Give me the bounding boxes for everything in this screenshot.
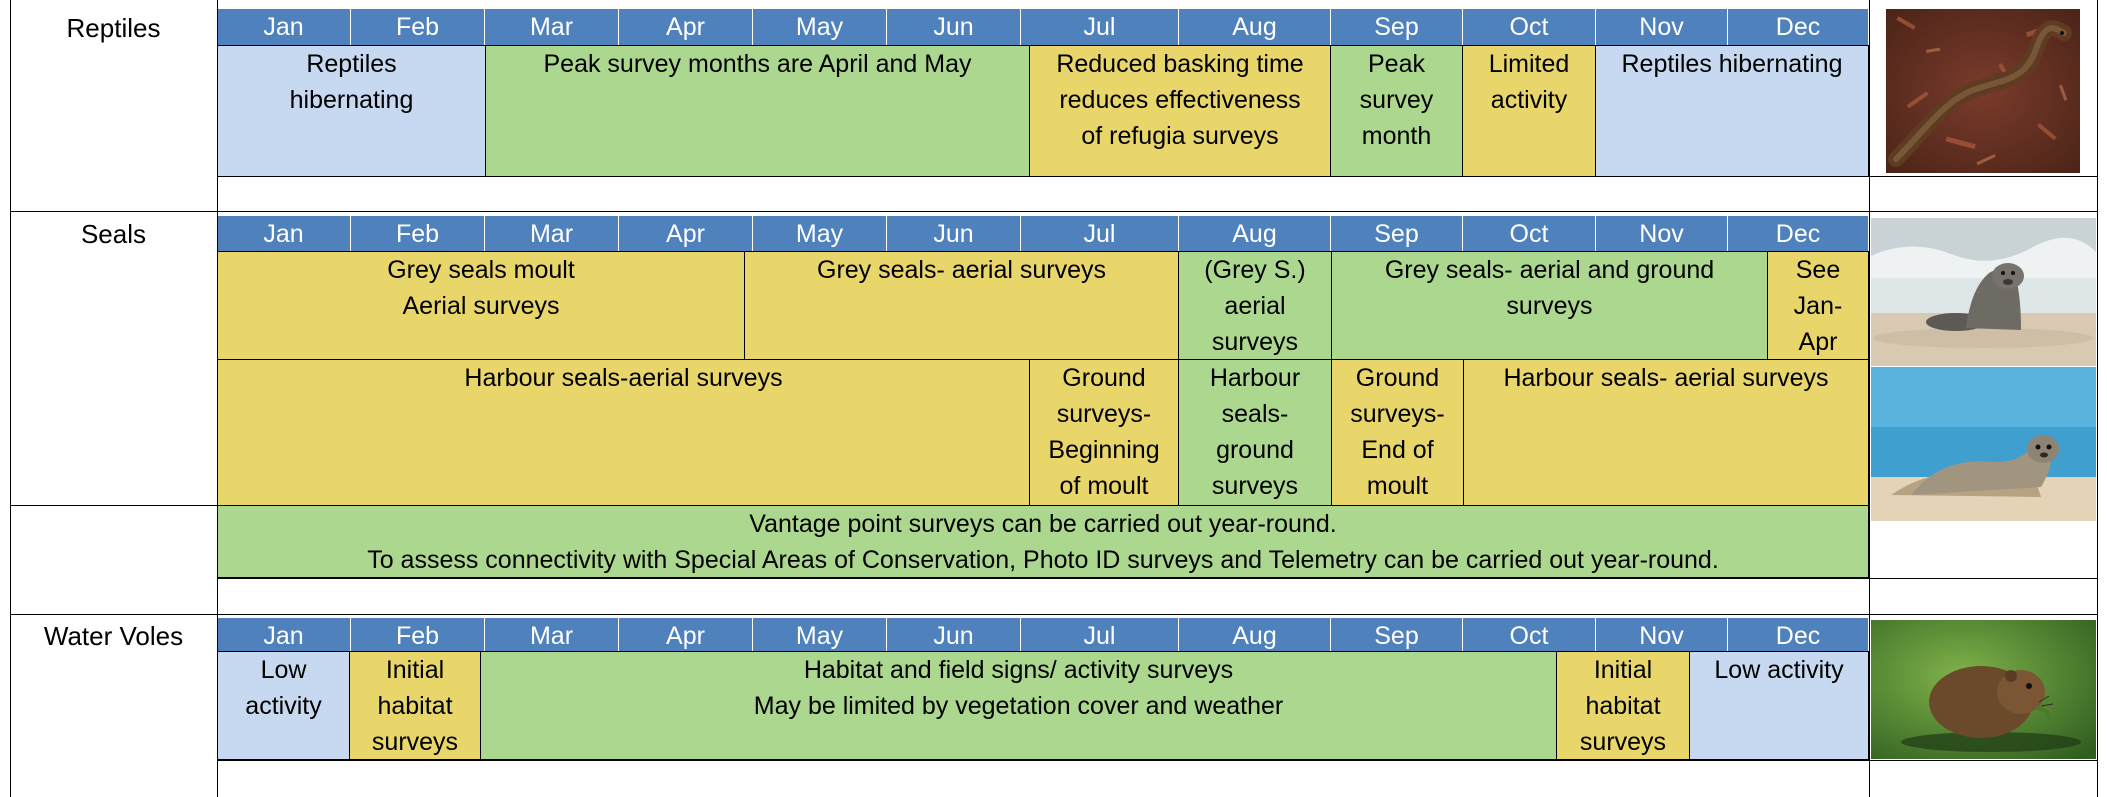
month-header-cell: May — [753, 9, 887, 45]
seals-harbour-ground-begin — [1029, 359, 1179, 506]
month-header-cell: Mar — [485, 9, 619, 45]
month-header-cell: Sep — [1331, 216, 1463, 252]
voles-low-activity-early — [217, 651, 350, 760]
cell-text-line: Harbour seals- aerial surveys — [1503, 364, 1829, 392]
month-header-cell: Jul — [1021, 9, 1179, 45]
month-header-cell: Oct — [1463, 618, 1596, 654]
seals-year-round-note — [217, 505, 1869, 578]
month-header-cell: May — [753, 216, 887, 252]
reptiles-block-peak-month — [1330, 45, 1463, 177]
cell-text-line: (Grey S.) — [1204, 256, 1306, 284]
cell-text-line: Low activity — [1714, 656, 1844, 684]
month-header-cell: Nov — [1596, 618, 1728, 654]
harbour-seal-photo — [1871, 367, 2096, 521]
cell-text-line: aerial — [1224, 292, 1286, 320]
month-header-cell: Nov — [1596, 9, 1728, 45]
voles-low-activity-late — [1689, 651, 1869, 760]
month-header-cell: Sep — [1331, 9, 1463, 45]
voles-initial-habitat-late — [1556, 651, 1690, 760]
cell-text-line: May be limited by vegetation cover and weather — [753, 692, 1284, 720]
cell-text-line: Jan- — [1793, 292, 1843, 320]
seals-grey-s-aerial — [1178, 251, 1332, 360]
slow-worm-photo — [1886, 9, 2080, 173]
cell-text-line: To assess connectivity with Special Areas of Conservation, Photo ID surveys and Telemetry can be carried out year-round. — [367, 546, 1719, 574]
month-header-cell: Oct — [1463, 216, 1596, 252]
month-header-cell: Apr — [619, 216, 753, 252]
cell-text-line: ground — [1216, 436, 1294, 464]
cell-text-line: month — [1361, 122, 1432, 150]
month-header-cell: Dec — [1728, 9, 1869, 45]
month-header-cell: Sep — [1331, 618, 1463, 654]
cell-text-line: of moult — [1059, 472, 1149, 500]
month-header-cell: Jul — [1021, 618, 1179, 654]
month-header-cell: Apr — [619, 618, 753, 654]
seals-grey-moult — [217, 251, 745, 360]
species-label-seals: Seals — [80, 219, 147, 249]
seals-harbour-ground — [1178, 359, 1332, 506]
reptiles-block-hibernating-late — [1595, 45, 1869, 177]
month-header-cell: Jan — [217, 9, 351, 45]
cell-text-line: reduces effectiveness — [1059, 86, 1301, 114]
cell-text-line: hibernating — [289, 86, 414, 114]
month-header-cell: Aug — [1179, 9, 1331, 45]
cell-text-line: Low — [260, 656, 307, 684]
cell-text-line: activity — [245, 692, 322, 720]
month-header-cell: Dec — [1728, 618, 1869, 654]
divider — [10, 505, 217, 506]
cell-text-line: End of — [1361, 436, 1434, 464]
cell-text-line: activity — [1490, 86, 1568, 114]
seals-grey-see-jan-apr — [1767, 251, 1869, 360]
month-header-cell: Aug — [1179, 618, 1331, 654]
cell-text-line: moult — [1366, 472, 1429, 500]
cell-text-line: of refugia surveys — [1081, 122, 1279, 150]
month-header-cell: Jan — [217, 618, 351, 654]
cell-text-line: Limited — [1488, 50, 1570, 78]
seals-harbour-aerial-early — [217, 359, 1030, 506]
month-header-cell: Feb — [351, 9, 485, 45]
cell-text-line: Reptiles — [306, 50, 397, 78]
month-header-cell: Dec — [1728, 216, 1869, 252]
month-header-cell: Oct — [1463, 9, 1596, 45]
cell-text-line: surveys — [1211, 472, 1299, 500]
cell-text-line: Harbour — [1209, 364, 1301, 392]
voles-habitat-field-signs — [480, 651, 1557, 760]
divider — [10, 614, 2098, 615]
month-header-cell: Mar — [485, 618, 619, 654]
reptiles-block-reduced-basking — [1029, 45, 1331, 177]
seals-grey-aerial — [744, 251, 1179, 360]
month-header-cell: Feb — [351, 216, 485, 252]
cell-text-line: surveys — [371, 728, 459, 756]
cell-text-line: survey — [1359, 86, 1434, 114]
cell-text-line: Peak survey months are April and May — [543, 50, 972, 78]
divider — [217, 578, 1869, 579]
month-header-cell: May — [753, 618, 887, 654]
cell-text-line: See — [1795, 256, 1841, 284]
divider — [10, 211, 2098, 212]
water-vole-photo — [1871, 620, 2096, 759]
cell-text-line: Peak — [1368, 50, 1425, 78]
cell-text-line: Grey seals- aerial and ground — [1384, 256, 1715, 284]
divider — [217, 176, 2098, 177]
cell-text-line: Harbour seals-aerial surveys — [464, 364, 783, 392]
cell-text-line: surveys — [1506, 292, 1593, 320]
cell-text-line: surveys- — [1056, 400, 1152, 428]
cell-text-line: habitat — [1585, 692, 1661, 720]
seals-grey-aerial-ground — [1331, 251, 1768, 360]
species-label-water-voles: Water Voles — [43, 621, 184, 651]
divider — [1869, 760, 2098, 761]
cell-text-line: Grey seals moult — [387, 256, 575, 284]
month-header-cell: Jan — [217, 216, 351, 252]
reptiles-block-hibernating-early — [217, 45, 486, 177]
reptiles-block-limited-activity — [1462, 45, 1596, 177]
divider — [1869, 0, 1870, 797]
cell-text-line: seals- — [1221, 400, 1289, 428]
cell-text-line: surveys — [1579, 728, 1667, 756]
cell-text-line: surveys — [1211, 328, 1299, 356]
seals-harbour-aerial-late — [1463, 359, 1869, 506]
reptiles-block-peak-survey — [485, 45, 1030, 177]
cell-text-line: Apr — [1798, 328, 1838, 356]
seals-harbour-ground-end — [1331, 359, 1464, 506]
month-header-cell: Aug — [1179, 216, 1331, 252]
cell-text-line: Reptiles hibernating — [1621, 50, 1843, 78]
cell-text-line: Aerial surveys — [402, 292, 560, 320]
month-header-cell: Mar — [485, 216, 619, 252]
cell-text-line: Ground — [1355, 364, 1440, 392]
divider — [1869, 578, 2098, 579]
cell-text-line: Habitat and field signs/ activity surveys — [803, 656, 1234, 684]
divider — [217, 0, 218, 797]
cell-text-line: Initial — [1593, 656, 1653, 684]
month-header-cell: Jun — [887, 9, 1021, 45]
cell-text-line: Reduced basking time — [1056, 50, 1304, 78]
divider — [217, 760, 1869, 761]
month-header-cell: Jul — [1021, 216, 1179, 252]
grey-seal-photo — [1871, 218, 2096, 366]
cell-text-line: habitat — [377, 692, 453, 720]
month-header-cell: Apr — [619, 9, 753, 45]
month-header-cell: Jun — [887, 216, 1021, 252]
cell-text-line: Grey seals- aerial surveys — [817, 256, 1106, 284]
species-label-reptiles: Reptiles — [66, 13, 161, 43]
month-header-cell: Feb — [351, 618, 485, 654]
cell-text-line: Initial — [385, 656, 445, 684]
cell-text-line: Ground — [1062, 364, 1146, 392]
voles-initial-habitat-early — [349, 651, 481, 760]
month-header-cell: Jun — [887, 618, 1021, 654]
cell-text-line: Beginning — [1048, 436, 1160, 464]
cell-text-line: surveys- — [1350, 400, 1445, 428]
cell-text-line: Vantage point surveys can be carried out year-round. — [749, 510, 1337, 538]
month-header-cell: Nov — [1596, 216, 1728, 252]
